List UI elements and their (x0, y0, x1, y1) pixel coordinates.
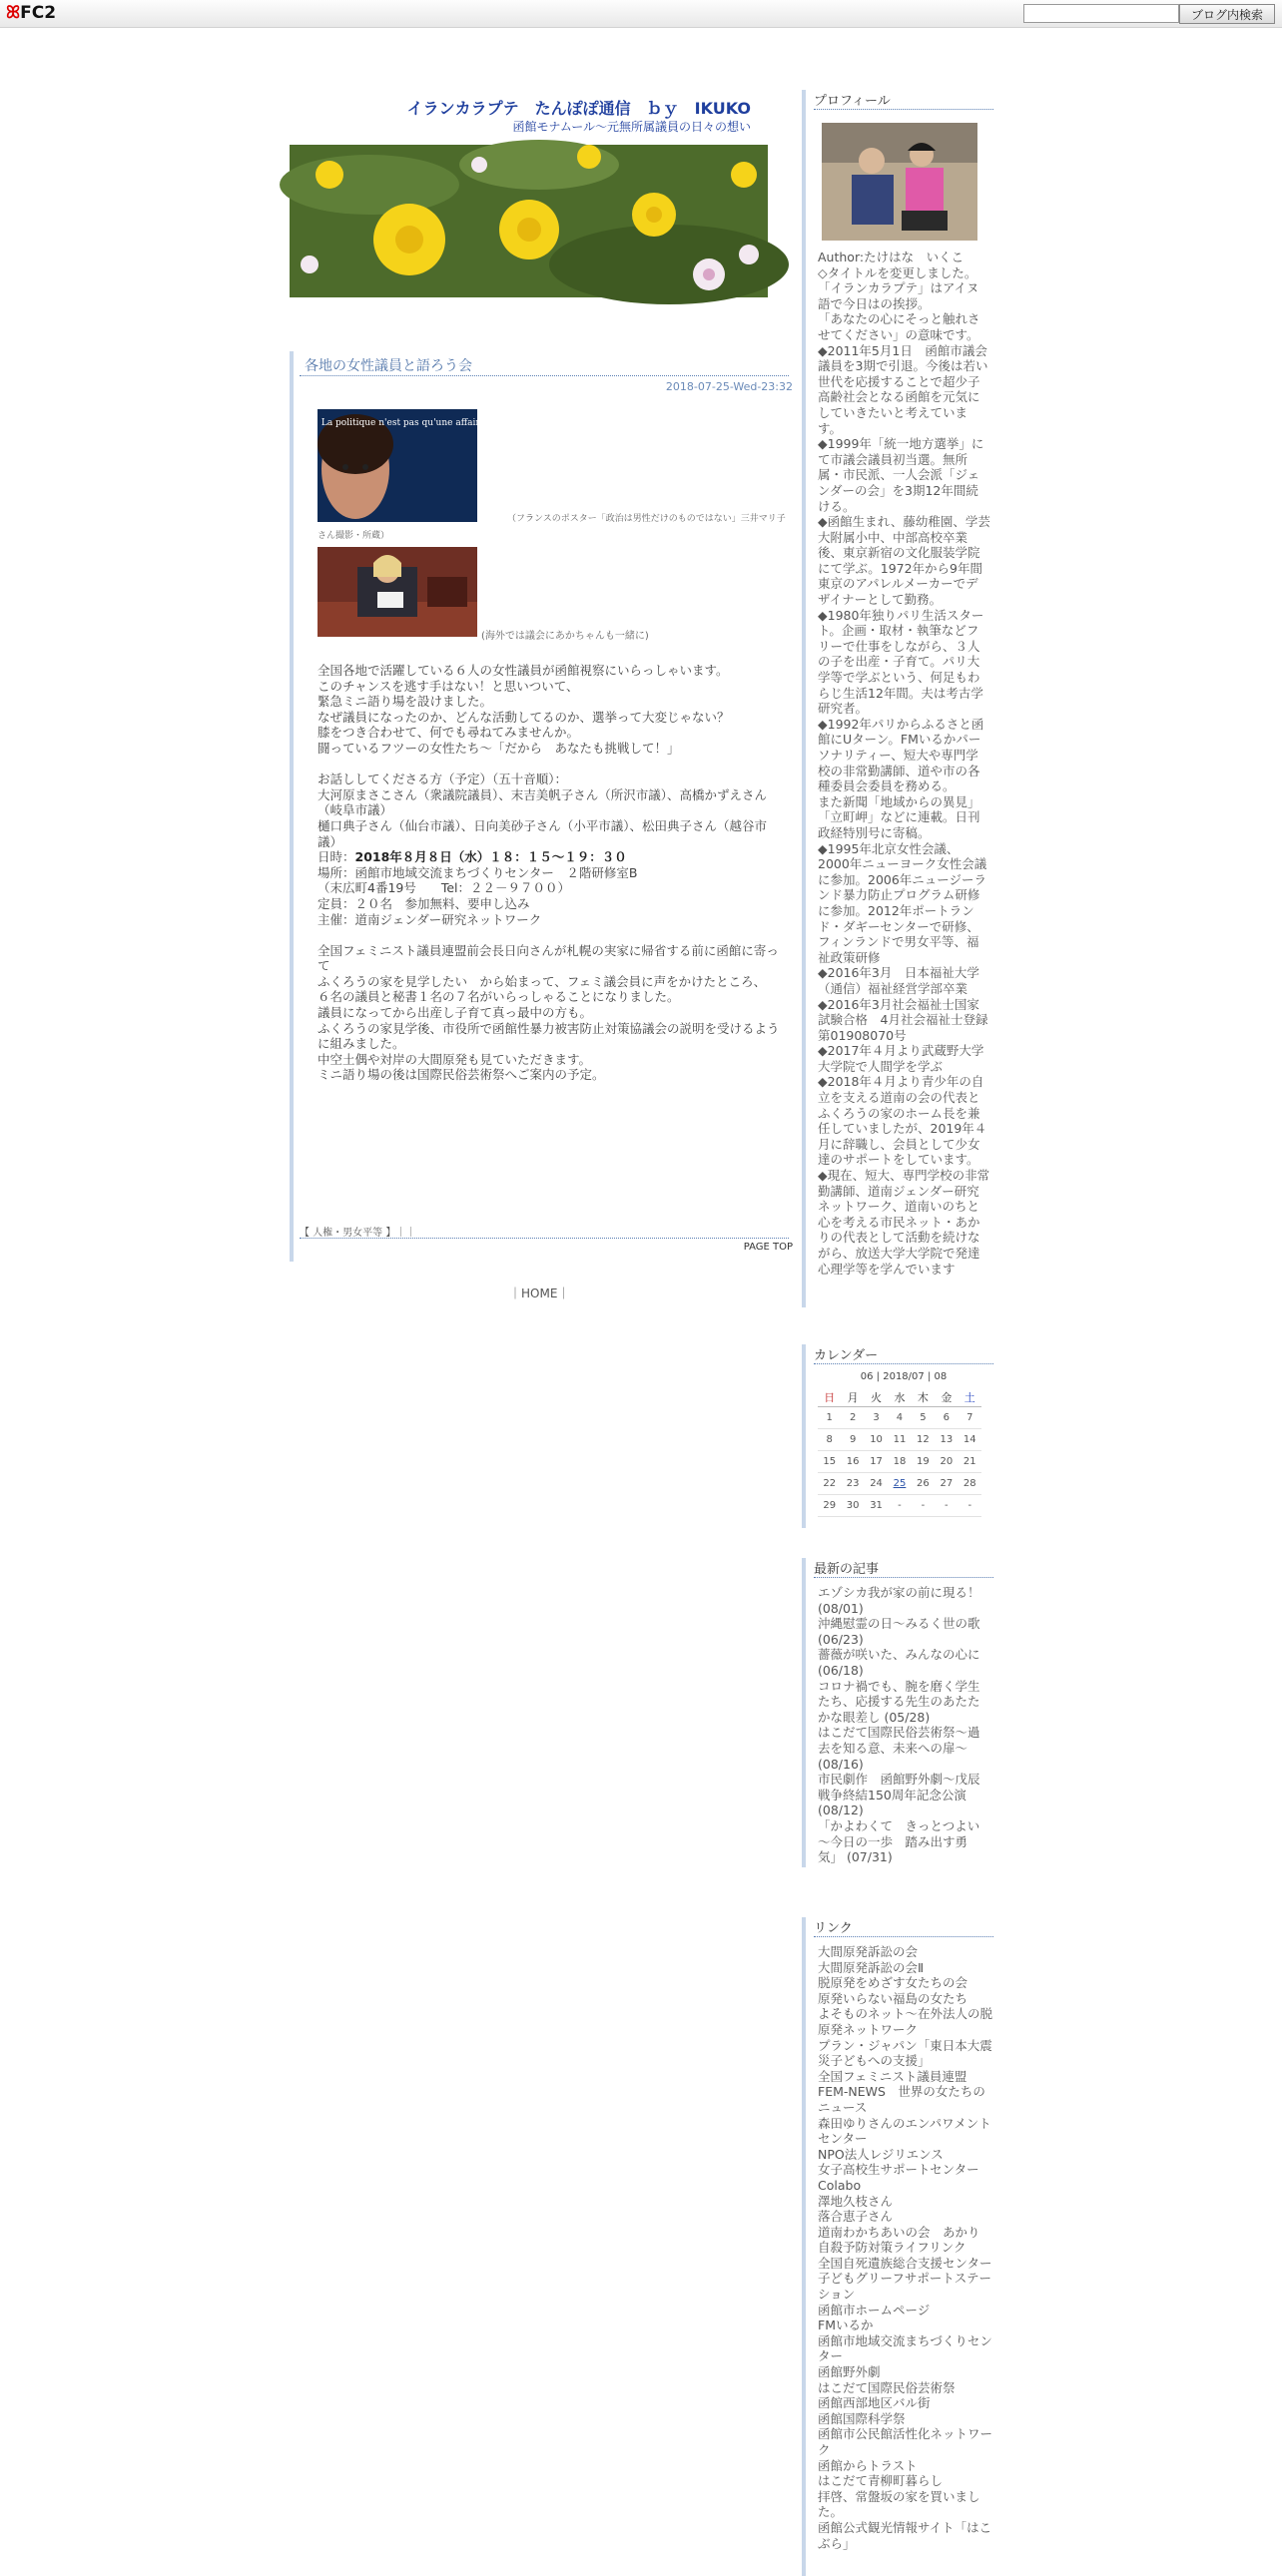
link-item[interactable]: プラン・ジャパン「東日本大震災子どもへの支援」 (818, 2037, 992, 2069)
calendar-day: 10 (865, 1429, 888, 1451)
weekday-header: 日 (818, 1387, 841, 1407)
link-item[interactable]: 女子高校生サポートセンター Colabo (818, 2162, 979, 2193)
link-item[interactable]: FEM-NEWS 世界の女たちのニュース (818, 2084, 985, 2115)
blog-search-button[interactable]: ブログ内検索 (1179, 4, 1275, 24)
calendar-table (818, 1387, 981, 1517)
entry-body-line (318, 927, 783, 943)
link-item[interactable]: FMいるか (818, 2318, 874, 2333)
link-item[interactable]: はこだて青柳町暮らし (818, 2473, 944, 2489)
profile-title-divider (814, 109, 993, 110)
links-title-divider (814, 1936, 993, 1937)
link-item[interactable]: 全国自死遺族総合支援センター (818, 2255, 992, 2271)
calendar-day: 7 (959, 1407, 981, 1429)
calendar-day: 4 (888, 1407, 911, 1429)
poster-image[interactable] (318, 409, 538, 522)
profile-text (818, 250, 1000, 1277)
entry-body-line: 場所：函館市地域交流まちづくりセンター ２階研修室B (318, 864, 638, 880)
weekday-header: 火 (865, 1387, 888, 1407)
fc2-logo-icon: ꕤ (6, 3, 21, 23)
entry-bottom-divider (300, 1238, 789, 1239)
profile-line: ◆2016年3月社会福祉士国家試験合格 4月社会福祉士登録 第01908070号 (818, 996, 1000, 1043)
entry-body-line: 大河原まさこさん（衆議院議員）、末吉美帆子さん（所沢市議）、高橋かずえさん（岐阜市議） (318, 786, 768, 818)
entry-body-line: （末広町4番19号 Tel：２２－９７００） (318, 880, 571, 896)
fc2-logo-text: FC2 (20, 3, 57, 23)
entry-body-line: 主催：道南ジェンダー研究ネットワーク (318, 911, 542, 927)
calendar-day: 30 (841, 1495, 864, 1517)
link-item[interactable]: 函館国際科学祭 (818, 2410, 906, 2426)
recent-item[interactable]: エゾシカ我が家の前に現る！ (08/01) (818, 1585, 980, 1616)
event-datetime: 2018年８月８日（水）１８：１５～１９：３０ (354, 849, 627, 865)
profile-line: ◆1999年「統一地方選挙」にて市議会議員初当選。無所属・市民派、一人会派「ジェンダーの会」を3期12年間続ける。 (818, 436, 984, 514)
calendar-day: 9 (841, 1429, 864, 1451)
blog-entry (290, 351, 793, 1262)
calendar-day: 19 (912, 1451, 935, 1473)
entry-body-line: 緊急ミニ語り場を設けました。 (318, 694, 493, 710)
entry-category-link[interactable]: 【 人権・男女平等 】｜｜ (300, 1228, 416, 1239)
weekday-header: 土 (959, 1387, 981, 1407)
calendar-day: 17 (865, 1451, 888, 1473)
entry-title[interactable]: 各地の女性議員と語ろう会 (305, 358, 472, 374)
calendar-day: 23 (841, 1473, 864, 1495)
link-item[interactable]: 原発いらない福島の女たち (818, 1990, 968, 2006)
calendar-day: 8 (818, 1429, 841, 1451)
profile-line: ◇タイトルを変更しました。「イランカラプテ」はアイヌ語で今日はの挨拶。 (818, 264, 979, 311)
profile-photo (822, 123, 977, 241)
page-top-link[interactable]: PAGE TOP (743, 1242, 793, 1253)
calendar-day: 13 (935, 1429, 958, 1451)
calendar-day: 22 (818, 1473, 841, 1495)
profile-line: ◆1995年北京女性会議、2000年ニューヨーク女性会議に参加。2006年ニュージーランド暴力防止プログラム研修に参加。2012年ポートランド・ダギーセンターで研修、フィンランドで男女平等、福祉政策研修 (818, 840, 987, 965)
calendar-day: 14 (959, 1429, 981, 1451)
link-item[interactable]: 函館西部地区バル街 (818, 2395, 931, 2411)
recent-item[interactable]: コロナ禍でも、腕を磨く学生たち、応援する先生のあたたかな眼差し (05/28) (818, 1678, 980, 1725)
sidebar-profile (802, 90, 1000, 1307)
calendar-title-divider (814, 1363, 993, 1364)
fc2-toolbar (0, 0, 1282, 28)
parliament-caption: (海外では議会にあかちゃんも一緒に) (481, 631, 649, 642)
entry-body-line: ふくろうの家を見学したい から始まって、フェミ議会員に声をかけたところ、 (318, 973, 767, 989)
calendar-day: 26 (912, 1473, 935, 1495)
weekday-header: 木 (912, 1387, 935, 1407)
entry-body-line: このチャンスを逃す手はない！と思いついて、 (318, 678, 579, 694)
entry-body-line: お話ししてくださる方（予定）（五十音順）： (318, 772, 568, 787)
calendar-day: 3 (865, 1407, 888, 1429)
profile-line: ◆1980年独りパリ生活スタート。企画・取材・執筆などフリーで仕事をしながら、３人の子を出産・子育て。パリ大学等で学ぶという、何足もわらじ生活12年間。夫は考古学研究者。 (818, 607, 984, 717)
profile-line: Author:たけはな いくこ (818, 250, 964, 264)
link-item[interactable]: 函館野外劇 (818, 2364, 881, 2380)
parliament-image[interactable] (318, 547, 477, 637)
recent-title-divider (814, 1577, 993, 1578)
entry-body-line: 中空土偶や対岸の大間原発も見ていただきます。 (318, 1051, 592, 1067)
entry-body-line: ６名の議員と秘書１名の７名がいらっしゃることになりました。 (318, 989, 680, 1005)
home-link[interactable]: ｜HOME｜ (509, 1287, 570, 1300)
link-item[interactable]: 脱原発をめざす女たちの会 (818, 1975, 968, 1991)
calendar-day: 11 (888, 1429, 911, 1451)
link-item[interactable]: 子どもグリーフサポートステーション (818, 2271, 992, 2303)
calendar-title: カレンダー (814, 1348, 879, 1363)
entry-date: 2018-07-25-Wed-23:32 (665, 380, 793, 393)
link-item[interactable]: 全国フェミニスト議員連盟 (818, 2068, 967, 2084)
recent-item[interactable]: はこだて国際民俗芸術祭～過去を知る意、未来への扉～ (08/16) (818, 1725, 980, 1772)
entry-date-time-line (318, 849, 783, 865)
profile-line: ◆2017年４月より武蔵野大学大学院で人間学を学ぶ (818, 1043, 984, 1074)
weekday-header: 月 (841, 1387, 864, 1407)
calendar-day: 24 (865, 1473, 888, 1495)
sidebar-calendar (802, 1344, 995, 1528)
entry-body-line: なぜ議員になったのか、どんな活動してるのか、選挙って大変じゃない？ (318, 709, 730, 725)
recent-item[interactable]: 薔薇が咲いた、みんなの心に (06/18) (818, 1647, 980, 1678)
profile-line: ◆函館生まれ、藤幼稚園、学芸大附属小中、中部高校卒業後、東京新宿の文化服装学院にて学ぶ。1972年から9年間東京のアパレルメーカーでデザイナーとして勤務。 (818, 514, 990, 608)
link-item[interactable]: 澤地久枝さん (818, 2193, 894, 2209)
recent-item[interactable]: 市民劇作 函館野外劇～戊辰戦争終結150周年記念公演 (08/12) (818, 1772, 980, 1818)
entry-body-line: 議員になってから出産し子育て真っ最中の方も。 (318, 1005, 593, 1021)
weekday-header: 水 (888, 1387, 911, 1407)
profile-line: 「あなたの心にそっと触れさせてください」の意味です。 (818, 311, 980, 342)
link-item[interactable]: 函館公式観光情報サイト「はこぶら」 (818, 2519, 992, 2551)
link-item[interactable]: 函館市地域交流まちづくりセンター (818, 2332, 992, 2364)
calendar-day: 29 (818, 1495, 841, 1517)
link-item[interactable]: 森田ゆりさんのエンパワメントセンター (818, 2115, 991, 2147)
recent-item[interactable]: 沖縄慰霊の日～みるく世の歌 (06/23) (818, 1616, 980, 1647)
poster-caption: （フランスのポスター「政治は男性だけのものではない」三井マリ子さん撮影・所蔵） (318, 514, 786, 541)
link-item[interactable]: 大間原発訴訟の会 (818, 1944, 919, 1959)
weekday-header: 金 (935, 1387, 958, 1407)
entry-body-line: 定員：２０名 参加無料、要申し込み (318, 895, 530, 911)
entry-body (318, 663, 783, 1083)
link-item[interactable]: 自殺予防対策ライフリンク (818, 2240, 966, 2256)
calendar-day: 5 (912, 1407, 935, 1429)
calendar-day: 1 (818, 1407, 841, 1429)
calendar-month-nav[interactable]: 06 | 2018/07 | 08 (860, 1371, 948, 1382)
profile-title: プロフィール (814, 94, 891, 109)
blog-description: 函館モナムール～元無所属議員の日々の想い (512, 120, 751, 134)
calendar-day: 6 (935, 1407, 958, 1429)
entry-body-line: 樋口典子さん（仙台市議）、日向美砂子さん（小平市議）、松田典子さん（越谷市議） (318, 817, 768, 849)
profile-line: ◆1992年パリからふるさと函館にUターン。FMいるかパーソナリティー、短大や専門学校の非常勤講師、道や市の各種委員会委員を務める。 (818, 716, 984, 794)
link-item[interactable]: よそものネット～在外法人の脱原発ネットワーク (818, 2006, 993, 2037)
calendar-day-today[interactable]: 25 (888, 1473, 911, 1495)
recent-item[interactable]: 「かよわくて きっとつよい～今日の一歩 踏み出す勇気」 (07/31) (818, 1817, 980, 1865)
entry-body-line: ふくろうの家見学後、市役所で函館性暴力被害防止対策協議会の説明を受けるように組みました。 (318, 1020, 780, 1052)
sidebar-links (802, 1917, 995, 2576)
calendar-day: 21 (959, 1451, 981, 1473)
entry-body-line: 全国フェミニスト議員連盟前会長日向さんが札幌の実家に帰省する前に函館に寄って (318, 942, 779, 974)
calendar-day: 18 (888, 1451, 911, 1473)
recent-list (818, 1585, 990, 1865)
link-item[interactable]: 大間原発訴訟の会Ⅱ (818, 1959, 925, 1975)
profile-line: ◆2018年４月より青少年の自立を支える道南の会の代表とふくろうの家のホーム長を兼任していましたが、2019年４月に辞職し、会員として少女達のサポートをしています。 (818, 1074, 987, 1168)
link-item[interactable]: 道南わかちあいの会 あかり (818, 2224, 980, 2240)
link-item[interactable]: 拝啓、常盤坂の家を買いました。 (818, 2488, 980, 2520)
link-item[interactable]: NPO法人レジリエンス (818, 2146, 944, 2162)
calendar-day: - (912, 1495, 935, 1517)
link-item[interactable]: はこだて国際民俗芸術祭 (818, 2379, 956, 2395)
date-label: 日時： (318, 849, 355, 865)
calendar-day: 27 (935, 1473, 958, 1495)
calendar-day: 12 (912, 1429, 935, 1451)
profile-line: ◆2016年3月 日本福祉大学（通信）福祉経営学部卒業 (818, 965, 979, 996)
links-title: リンク (814, 1921, 853, 1936)
entry-body-line: 闘っているフツーの女性たち～「だから あなたも挑戦して！」 (318, 740, 680, 756)
profile-line: ◆2011年5月1日 函館市議会議員を3期で引退。今後は若い世代を応援することで超少子高齢社会となる函館を元気にしていきたいと考えています。 (818, 342, 988, 436)
sidebar-recent-posts (802, 1558, 995, 1867)
link-item[interactable]: 函館からトラスト (818, 2457, 918, 2473)
entry-body-line: ミニ語り場の後は国際民俗芸術祭へご案内の予定。 (318, 1067, 605, 1083)
profile-line: ◆現在、短大、専門学校の非常勤講師、道南ジェンダー研究ネットワーク、道南いのちと心を考える市民ネット・あかりの代表として活動を続けながら、放送大学大学院で発達心理学等を学んでいます (818, 1168, 990, 1277)
link-item[interactable]: 落合恵子さん (818, 2209, 894, 2225)
calendar-day: 20 (935, 1451, 958, 1473)
entry-body-line: 膝をつき合わせて、何でも尋ねてみませんか。 (318, 725, 579, 741)
calendar-day: 31 (865, 1495, 888, 1517)
blog-search-input[interactable] (1023, 4, 1179, 23)
recent-title: 最新の記事 (814, 1562, 880, 1577)
calendar-day: - (959, 1495, 981, 1517)
link-item[interactable]: 函館市ホームページ (818, 2302, 931, 2318)
calendar-day: 16 (841, 1451, 864, 1473)
profile-line: また新聞「地域からの異見」「立町岬」などに連載。日刊政経特別号に寄稿。 (818, 793, 980, 840)
fc2-logo[interactable] (6, 3, 56, 23)
entry-body-line (318, 757, 783, 773)
entry-body-line: 全国各地で活躍している６人の女性議員が函館視察にいらっしゃいます。 (318, 663, 729, 678)
blog-title[interactable]: イランカラプテ たんぽぽ通信 ｂｙ IKUKO (406, 99, 751, 118)
calendar-day: - (935, 1495, 958, 1517)
entry-title-divider (300, 375, 789, 376)
calendar-day: 2 (841, 1407, 864, 1429)
calendar-day: 28 (959, 1473, 981, 1495)
calendar-day: 15 (818, 1451, 841, 1473)
header-dandelion-image (290, 145, 768, 297)
links-list (818, 1944, 992, 2551)
poster-text: La politique n'est pas qu'une affaire d'hommes. (320, 418, 538, 428)
calendar-day: - (888, 1495, 911, 1517)
link-item[interactable]: 函館市公民館活性化ネットワーク (818, 2426, 993, 2457)
